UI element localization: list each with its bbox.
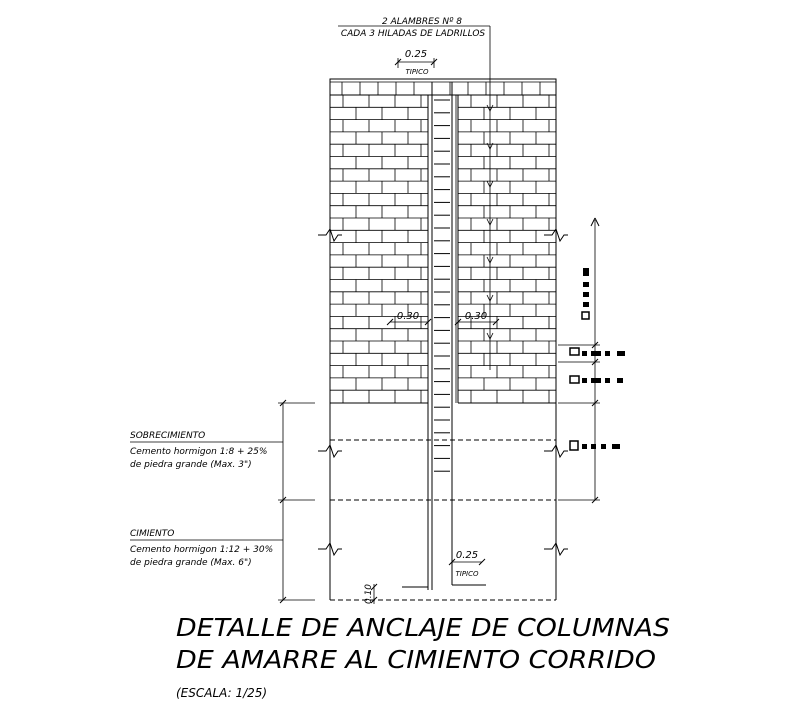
top-dimension xyxy=(395,49,437,76)
top-typical-label: TIPICO xyxy=(405,68,429,76)
top-dimension-value: 0.25 xyxy=(404,49,428,60)
left-annotations xyxy=(130,400,315,603)
bottom-typical-label: TIPICO xyxy=(455,570,479,578)
dimension-left: 0.30 xyxy=(396,311,420,322)
bottom-dimension xyxy=(449,550,485,578)
title-line-2: DE AMARRE AL CIMIENTO CORRIDO xyxy=(176,645,656,674)
dimension-right: 0.30 xyxy=(464,311,488,322)
cimiento-title: CIMIENTO xyxy=(130,529,175,539)
cimiento-desc-2: de piedra grande (Max. 6") xyxy=(130,558,252,568)
cimiento-desc-1: Cemento hormigon 1:12 + 30% xyxy=(130,545,274,555)
sobrecimiento-title: SOBRECIMIENTO xyxy=(130,431,206,441)
drawing-title xyxy=(176,613,670,700)
base-dimension-value: 0.10 xyxy=(364,583,374,605)
garbled-dimension-1 xyxy=(570,348,625,356)
wire-label-line1: 2 ALAMBRES Nº 8 xyxy=(382,17,462,27)
bottom-dimension-value: 0.25 xyxy=(455,550,479,561)
base-dimension xyxy=(364,584,377,604)
wire-label-line2: CADA 3 HILADAS DE LADRILLOS xyxy=(340,29,486,39)
garbled-dimension-2 xyxy=(570,376,623,383)
title-line-1: DETALLE DE ANCLAJE DE COLUMNAS xyxy=(176,613,671,642)
garbled-dimension-vertical xyxy=(582,268,589,319)
foundation xyxy=(318,229,568,600)
wall-outline xyxy=(330,79,556,590)
brick-wall xyxy=(330,82,556,403)
right-dimensions xyxy=(558,218,625,503)
scale-label: (ESCALA: 1/25) xyxy=(176,686,268,700)
sobrecimiento-desc-2: de piedra grande (Max. 3") xyxy=(130,460,252,470)
sobrecimiento-desc-1: Cemento hormigon 1:8 + 25% xyxy=(130,447,268,457)
